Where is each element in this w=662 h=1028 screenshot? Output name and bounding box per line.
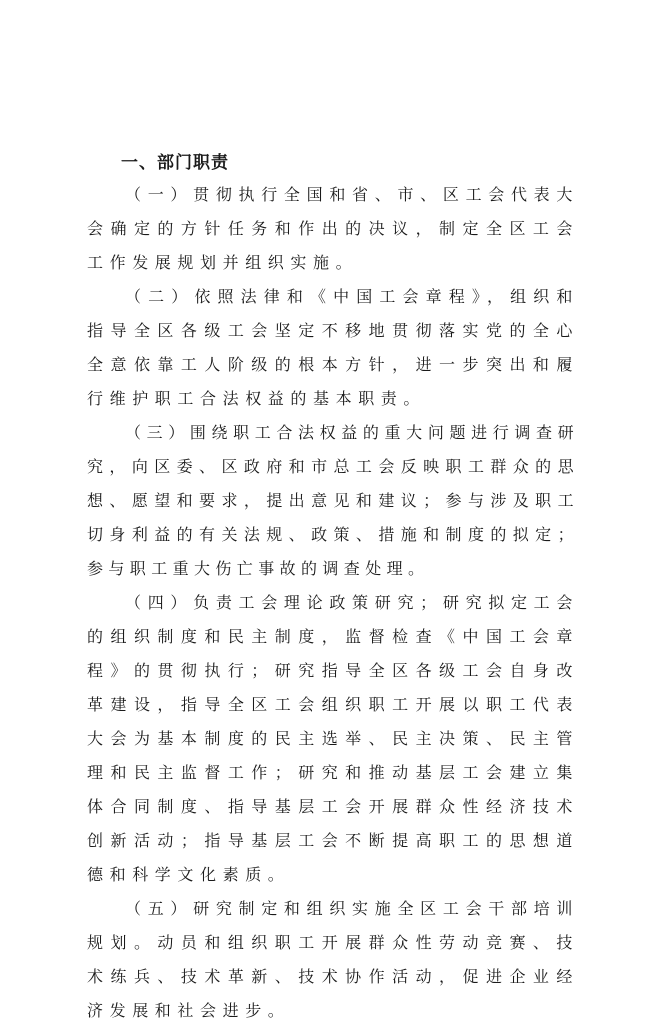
paragraph-2: （二）依照法律和《中国工会章程》，组织和指导全区各级工会坚定不移地贯彻落实党的全心全意依靠工人阶级的根本方针，进一步突出和履行维护职工合法权益的基本职责。	[87, 287, 579, 408]
section-heading: 一、部门职责	[121, 153, 229, 173]
document-page	[87, 148, 579, 1028]
paragraph-5: （五）研究制定和组织实施全区工会干部培训规划。动员和组织职工开展群众性劳动竞赛、技术练兵、技术革新、技术协作活动，促进企业经济发展和社会进步。	[87, 899, 579, 1020]
paragraph-1: （一）贯彻执行全国和省、市、区工会代表大会确定的方针任务和作出的决议，制定全区工会工作发展规划并组织实施。	[87, 185, 579, 272]
paragraph-3: （三）围绕职工合法权益的重大问题进行调查研究，向区委、区政府和市总工会反映职工群众的思想、愿望和要求，提出意见和建议；参与涉及职工切身利益的有关法规、政策、措施和制度的拟定；参与职工重大伤亡事故的调查处理。	[87, 423, 579, 578]
paragraph-4: （四）负责工会理论政策研究；研究拟定工会的组织制度和民主制度，监督检查《中国工会章程》的贯彻执行；研究指导全区各级工会自身改革建设，指导全区工会组织职工开展以职工代表大会为基本制度的民主选举、民主决策、民主管理和民主监督工作；研究和推动基层工会建立集体合同制度、指导基层工会开展群众性经济技术创新活动；指导基层工会不断提高职工的思想道德和科学文化素质。	[87, 593, 579, 884]
